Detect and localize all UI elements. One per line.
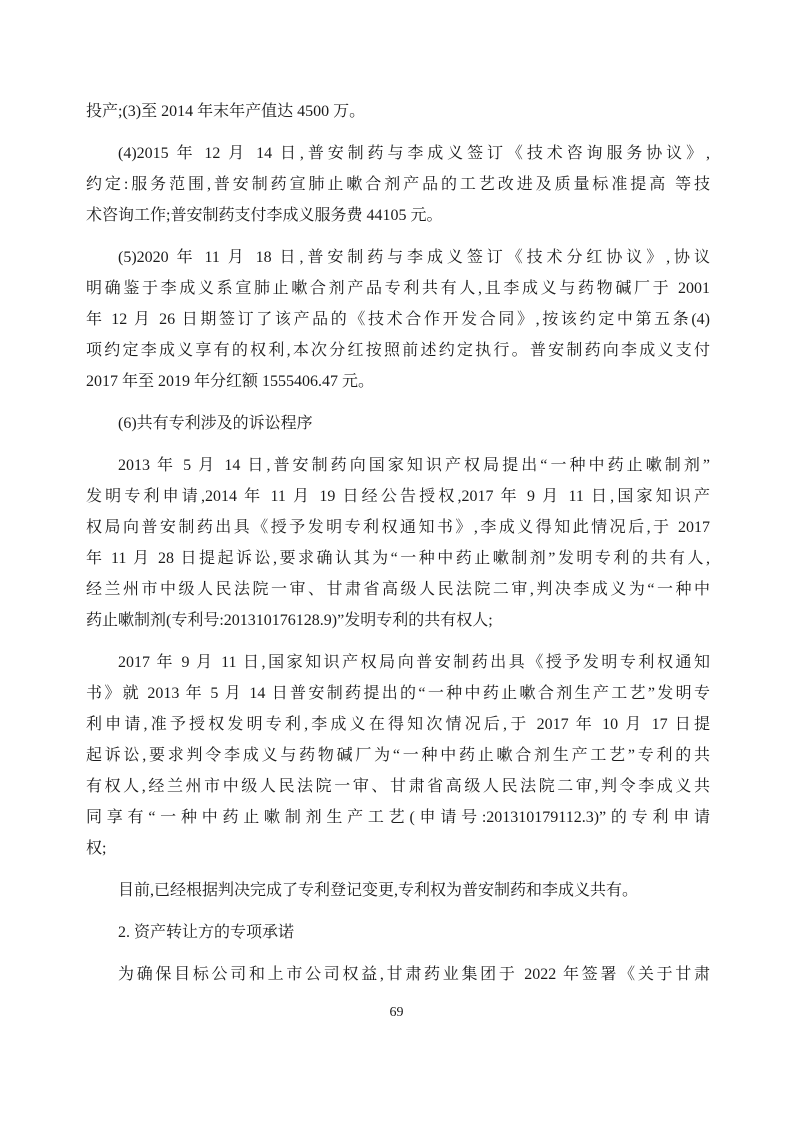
text-line: 项约定李成义享有的权利,本次分红按照前述约定执行。普安制药向李成义支付 [86,342,710,359]
text-line: 2017 年至 2019 年分红额 1555406.47 元。 [86,373,375,390]
paragraph-commitment [86,959,710,990]
text-line: 发明专利申请,2014 年 11 月 19 日经公告授权,2017 年 9 月 11 日,国家知识产 [86,488,710,505]
text-line: 2017 年 9 月 11 日,国家知识产权局向普安制药出具《授予发明专利权通知 [118,654,710,671]
text-line: (6)共有专利涉及的诉讼程序 [118,415,313,432]
text-line: 经兰州市中级人民法院一审、甘肃省高级人民法院二审,判决李成义为“一种中 [86,581,710,598]
paragraph-item-4 [86,138,710,231]
text-line: 权局向普安制药出具《授予发明专利权通知书》,李成义得知此情况后,于 2017 [86,519,710,536]
text-line: 术咨询工作;普安制药支付李成义服务费 44105 元。 [86,207,443,224]
text-line: 年 11 月 28 日提起诉讼,要求确认其为“一种中药止嗽制剂”发明专利的共有人, [86,550,710,567]
text-line: 药止嗽制剂(专利号:201310176128.9)”发明专利的共有权人; [86,612,493,629]
text-line: 2. 资产转让方的专项承诺 [118,924,295,941]
text-line: 同享有“一种中药止嗽制剂生产工艺(申请号:201310179112.3)”的专利申请 [86,809,710,826]
paragraph-registration-status [86,875,710,906]
paragraph-item-5 [86,242,710,397]
text-line: 投产;(3)至 2014 年末年产值达 4500 万。 [86,103,366,120]
text-line: 目前,已经根据判决完成了专利登记变更,专利权为普安制药和李成义共有。 [118,882,639,899]
document-body [86,96,710,990]
page-number: 69 [389,1005,404,1020]
text-line: 为确保目标公司和上市公司权益,甘肃药业集团于 2022 年签署《关于甘肃 [118,966,710,983]
text-line: 明确鉴于李成义系宣肺止嗽合剂产品专利共有人,且李成义与药物碱厂于 2001 [86,280,710,297]
paragraph-continuation-3 [86,96,710,127]
paragraph-litigation-2017 [86,647,710,864]
text-line: 书》就 2013 年 5 月 14 日普安制药提出的“一种中药止嗽合剂生产工艺”发明专 [86,685,710,702]
text-line: 起诉讼,要求判令李成义与药物碱厂为“一种中药止嗽合剂生产工艺”专利的共 [86,747,710,764]
text-line: 年 12 月 26 日期签订了该产品的《技术合作开发合同》,按该约定中第五条(4) [86,311,710,328]
paragraph-heading-2 [86,917,710,948]
text-line: 利申请,准予授权发明专利,李成义在得知次情况后,于 2017 年 10 月 17 日提 [86,716,710,733]
text-line: (5)2020 年 11 月 18 日,普安制药与李成义签订《技术分红协议》,协议 [118,249,710,266]
text-line: 约定:服务范围,普安制药宣肺止嗽合剂产品的工艺改进及质量标准提高 等技 [86,176,710,193]
text-line: 有权人,经兰州市中级人民法院一审、甘肃省高级人民法院二审,判令李成义共 [86,778,710,795]
text-line: 2013 年 5 月 14 日,普安制药向国家知识产权局提出“一种中药止嗽制剂” [118,457,710,474]
text-line: (4)2015 年 12 月 14 日,普安制药与李成义签订《技术咨询服务协议》, [118,145,710,162]
text-line: 权; [86,840,107,857]
paragraph-item-6-heading [86,408,710,439]
paragraph-litigation-2013 [86,450,710,636]
